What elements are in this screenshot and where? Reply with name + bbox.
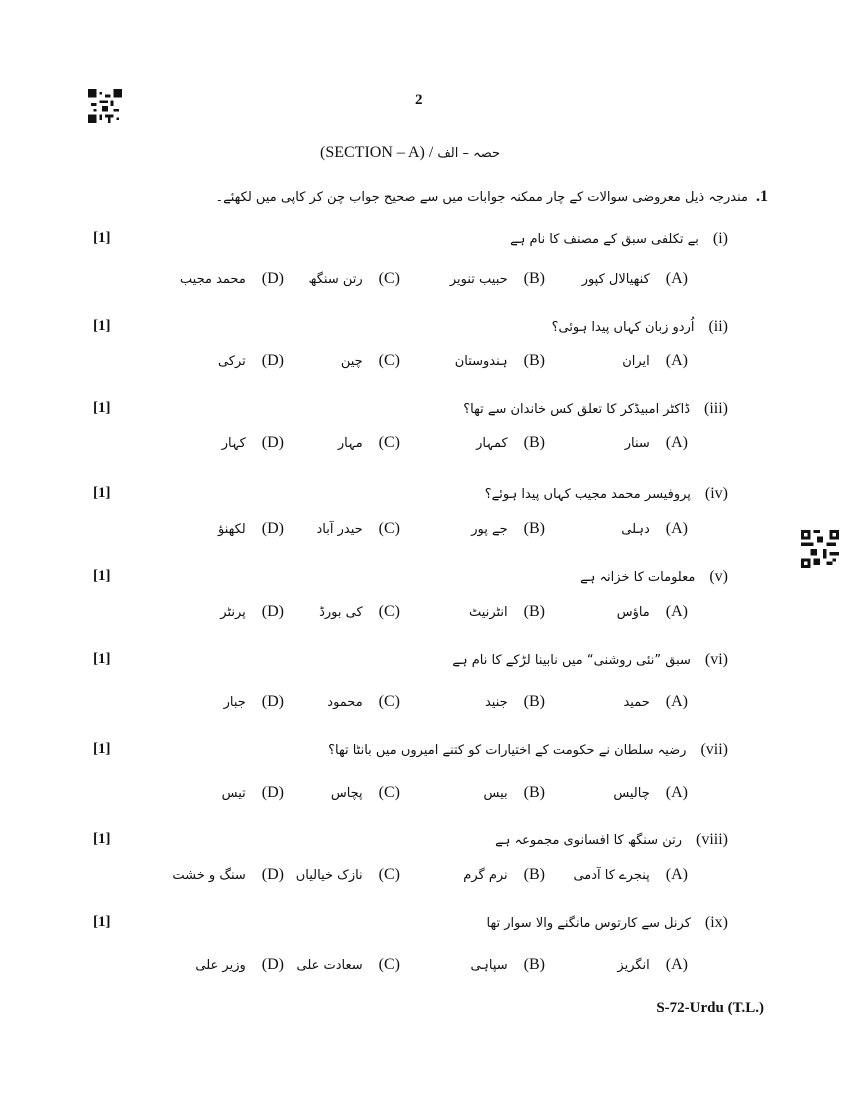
option-text: انگریز [617, 958, 650, 973]
option-label: (A) [665, 956, 688, 973]
option-text: کنھیالال کپور [581, 272, 650, 287]
option-d [218, 518, 284, 538]
option-text: حیدر آباد [316, 522, 363, 537]
question-marks: [1] [93, 651, 111, 667]
option-label: (C) [378, 520, 400, 537]
option-d [195, 954, 284, 974]
option-a [617, 954, 688, 974]
option-label: (D) [261, 784, 284, 801]
section-title-english: (SECTION – A) / [320, 144, 434, 161]
section-title-urdu: حصہ – الف [437, 146, 501, 161]
option-text: سپاہی [470, 958, 508, 973]
question-text: رتن سنگھ کا افسانوی مجموعہ ہے [495, 833, 682, 848]
option-label: (D) [261, 434, 284, 451]
option-c [309, 268, 400, 288]
section-title [320, 144, 500, 162]
paper-code: S-72-Urdu (T.L.) [656, 1000, 764, 1016]
option-text: رتن سنگھ [308, 272, 363, 287]
question-text: پروفیسر محمد مجیب کہاں پیدا ہوئے؟ [484, 487, 691, 502]
option-text: دہلی [621, 522, 650, 537]
option-label: (B) [523, 956, 545, 973]
option-b [450, 268, 545, 288]
option-label: (D) [261, 352, 284, 369]
option-label: (C) [378, 866, 400, 883]
option-label: (D) [261, 693, 284, 710]
option-text: چالیس [613, 786, 650, 801]
option-text: ماؤس [616, 605, 650, 620]
option-label: (D) [261, 520, 284, 537]
option-c [331, 782, 400, 802]
question-7 [0, 741, 850, 821]
option-label: (D) [261, 866, 284, 883]
question-number: (ix) [704, 914, 728, 931]
option-b [485, 691, 545, 711]
question-number: (i) [712, 230, 728, 247]
option-b [469, 601, 545, 621]
qr-code-top-left [87, 89, 123, 123]
option-text: محمود [327, 695, 363, 710]
option-c [296, 954, 400, 974]
option-text: کمہار [476, 436, 508, 451]
option-text: سنار [624, 436, 650, 451]
option-d [222, 432, 284, 452]
option-text: کہار [221, 436, 246, 451]
question-marks: [1] [93, 831, 111, 847]
option-a [573, 864, 688, 884]
question-9 [0, 914, 850, 994]
question-marks: [1] [93, 230, 111, 246]
option-text: لکھنؤ [218, 522, 246, 537]
option-label: (B) [523, 520, 545, 537]
option-a [625, 432, 688, 452]
option-label: (B) [523, 866, 545, 883]
option-label: (C) [378, 603, 400, 620]
option-text: سنگ و خشت [172, 868, 246, 883]
question-2 [0, 318, 850, 398]
question-instruction [215, 188, 768, 206]
option-label: (A) [665, 520, 688, 537]
option-label: (A) [665, 866, 688, 883]
option-label: (A) [665, 434, 688, 451]
option-c [341, 350, 400, 370]
option-c [319, 601, 400, 621]
option-c [316, 518, 400, 538]
question-text: کرنل سے کارتوس مانگنے والا سوار تھا [486, 916, 691, 931]
option-text: مہار [337, 436, 363, 451]
question-6 [0, 651, 850, 731]
option-label: (B) [523, 352, 545, 369]
option-label: (C) [378, 352, 400, 369]
option-text: سعادت علی [296, 958, 363, 973]
option-label: (B) [523, 434, 545, 451]
question-number: (viii) [696, 831, 728, 848]
question-3 [0, 400, 850, 480]
question-marks: [1] [93, 400, 111, 416]
question-number: (iv) [704, 485, 728, 502]
option-label: (C) [378, 434, 400, 451]
option-text: بیس [483, 786, 508, 801]
question-text: رضیہ سلطان نے حکومت کے اختیارات کو کتنے امیروں میں بانٹا تھا؟ [328, 743, 687, 758]
question-number: (ii) [708, 318, 728, 335]
option-a [623, 691, 688, 711]
option-label: (C) [378, 693, 400, 710]
option-text: کی بورڈ [319, 605, 363, 620]
option-text: جنید [484, 695, 508, 710]
question-text: ڈاکٹر امبیڈکر کا تعلق کس خاندان سے تھا؟ [463, 402, 690, 417]
question-number: (vii) [700, 741, 728, 758]
option-a [622, 350, 688, 370]
question-text: معلومات کا خزانہ ہے [580, 570, 696, 585]
option-label: (A) [665, 603, 688, 620]
option-label: (D) [261, 956, 284, 973]
option-text: جبار [223, 695, 246, 710]
option-label: (B) [523, 693, 545, 710]
question-4 [0, 485, 850, 565]
option-a [613, 782, 688, 802]
option-label: (C) [378, 956, 400, 973]
option-label: (C) [378, 270, 400, 287]
option-c [296, 864, 400, 884]
instruction-number: 1. [756, 188, 768, 205]
question-text: سبق ”نئی روشنی“ میں نابینا لڑکے کا نام ہے [452, 653, 691, 668]
question-marks: [1] [93, 741, 111, 757]
instruction-text: مندرجہ ذیل معروضی سوالات کے چار ممکنہ جوابات میں سے صحیح جواب چن کر کاپی میں لکھئے۔ [215, 190, 748, 205]
option-text: وزیر علی [195, 958, 246, 973]
question-text: اُردو زبان کہاں پیدا ہوئی؟ [551, 320, 695, 335]
option-text: حمید [623, 695, 650, 710]
option-label: (D) [261, 603, 284, 620]
option-d [172, 864, 284, 884]
option-b [455, 350, 545, 370]
option-label: (A) [665, 784, 688, 801]
option-label: (B) [523, 270, 545, 287]
question-number: (iii) [704, 400, 728, 417]
question-number: (v) [709, 568, 728, 585]
option-a [621, 518, 688, 538]
option-label: (D) [261, 270, 284, 287]
option-b [463, 864, 545, 884]
question-8 [0, 831, 850, 911]
question-marks: [1] [93, 485, 111, 501]
option-text: انٹرنیٹ [469, 605, 508, 620]
option-d [222, 782, 284, 802]
option-b [470, 954, 545, 974]
option-text: ہندوستان [454, 354, 508, 369]
question-1 [0, 230, 850, 310]
option-text: محمد مجیب [179, 272, 246, 287]
option-d [220, 601, 284, 621]
option-b [471, 518, 545, 538]
question-text: بے تکلفی سبق کے مصنف کا نام ہے [510, 232, 699, 247]
option-label: (B) [523, 784, 545, 801]
option-label: (C) [378, 784, 400, 801]
option-text: تیس [221, 786, 246, 801]
question-marks: [1] [93, 568, 111, 584]
option-label: (A) [665, 352, 688, 369]
option-text: پچاس [330, 786, 363, 801]
option-label: (A) [665, 693, 688, 710]
option-text: چین [340, 354, 363, 369]
question-number: (vi) [704, 651, 728, 668]
option-a [582, 268, 688, 288]
page-number: 2 [415, 92, 423, 108]
option-c [338, 432, 400, 452]
question-marks: [1] [93, 914, 111, 930]
option-c [327, 691, 400, 711]
option-text: حبیب تنویر [449, 272, 508, 287]
option-d [218, 350, 284, 370]
option-label: (A) [665, 270, 688, 287]
option-text: ترکی [217, 354, 246, 369]
question-5 [0, 568, 850, 648]
option-d [180, 268, 284, 288]
option-label: (B) [523, 603, 545, 620]
option-text: جے پور [471, 522, 508, 537]
option-text: پنجرے کا آدمی [573, 868, 650, 883]
option-a [617, 601, 688, 621]
option-text: نازک خیالیاں [295, 868, 363, 883]
option-d [224, 691, 284, 711]
option-text: نرم گرم [463, 868, 508, 883]
option-text: پرنٹر [220, 605, 246, 620]
question-marks: [1] [93, 318, 111, 334]
option-text: ایران [622, 354, 650, 369]
option-b [484, 782, 545, 802]
option-b [476, 432, 545, 452]
